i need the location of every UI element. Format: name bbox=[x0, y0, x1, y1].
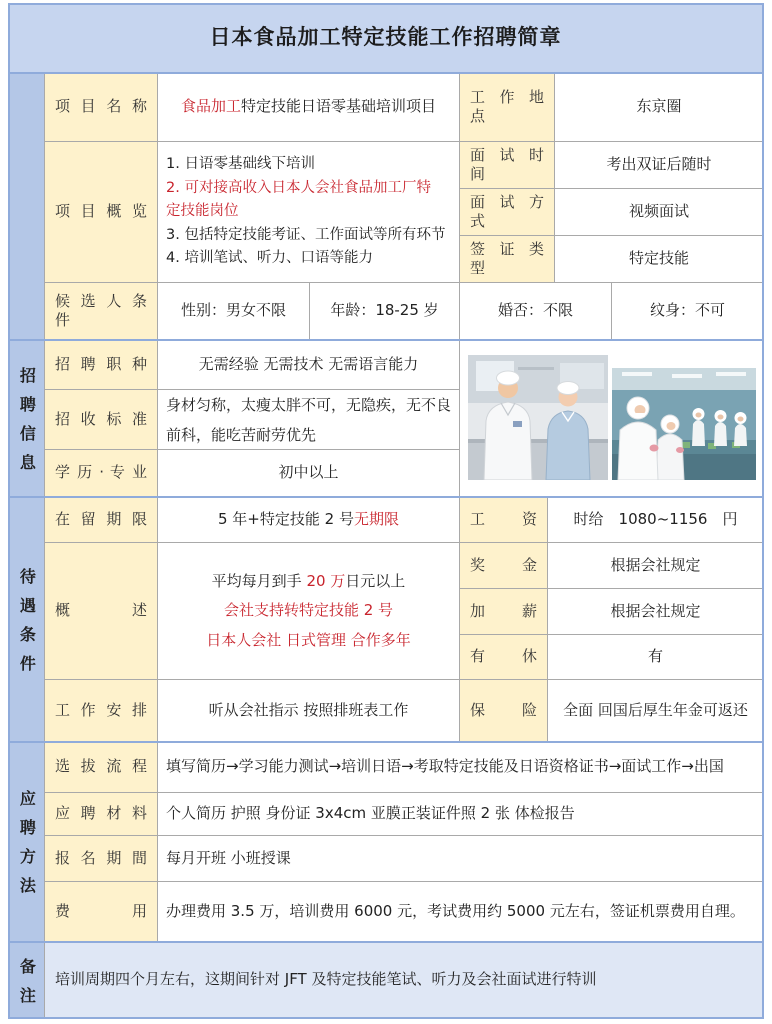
visa-type-cell bbox=[555, 236, 764, 283]
raise-cell bbox=[548, 589, 764, 635]
photo-cell bbox=[460, 340, 764, 497]
stay-highlight: 无期限 bbox=[353, 509, 399, 528]
standard-label-cell bbox=[45, 390, 158, 450]
section-benefits-band bbox=[8, 497, 45, 742]
remarks-cell bbox=[45, 942, 764, 1019]
process-value: 填写简历→学习能力测试→培训日语→考取特定技能及日语资格证书→面试工作→出国 bbox=[166, 757, 724, 776]
leave-value: 有 bbox=[647, 647, 663, 666]
page-title: 日本食品加工特定技能工作招聘简章 bbox=[209, 24, 562, 49]
section-project-band bbox=[8, 73, 45, 340]
overview-label-cell bbox=[45, 142, 158, 283]
interview-time-label: 面 试 时 间 bbox=[470, 145, 544, 183]
job-type-label-cell bbox=[45, 340, 158, 390]
staff-photo bbox=[468, 355, 608, 480]
summary-income-post: 日元以上 bbox=[345, 571, 406, 590]
job-type-cell bbox=[158, 340, 460, 390]
visa-type-label: 签 证 类 型 bbox=[470, 239, 544, 277]
section-benefits-title: 待遇条件 bbox=[17, 567, 37, 684]
bonus-label-cell bbox=[460, 543, 548, 589]
title-bar bbox=[8, 3, 764, 73]
candidate-gender-cell bbox=[158, 283, 310, 340]
bonus-value: 根据会社规定 bbox=[610, 555, 701, 574]
materials-label: 应 聘 材 料 bbox=[55, 804, 147, 823]
insurance-value: 全面 回国后厚生年金可返还 bbox=[563, 700, 748, 719]
summary-line-income bbox=[212, 572, 406, 592]
section-recruitment-band bbox=[8, 340, 45, 497]
stay-value bbox=[218, 510, 399, 530]
project-name-highlight: 食品加工 bbox=[180, 97, 241, 116]
salary-label: 工 资 bbox=[470, 509, 537, 528]
stay-cell bbox=[158, 497, 460, 543]
visa-type-label-cell bbox=[460, 236, 555, 283]
separator-application bbox=[8, 741, 764, 743]
remarks-text: 培训周期四个月左右，这期间针对 JFT 及特定技能笔试、听力及会社面试进行特训 bbox=[55, 970, 597, 989]
education-label: 学 历 · 专 业 bbox=[55, 463, 147, 482]
work-label-cell bbox=[45, 680, 158, 742]
candidate-tattoo: 纹身：不可 bbox=[649, 301, 725, 320]
separator-benefits bbox=[8, 496, 764, 498]
candidate-age-cell bbox=[310, 283, 460, 340]
education-value: 初中以上 bbox=[278, 463, 339, 482]
summary-income-pre: 平均每月到手 bbox=[211, 571, 307, 590]
insurance-label: 保 险 bbox=[470, 700, 537, 719]
location-label-cell bbox=[460, 73, 555, 142]
project-name bbox=[181, 97, 436, 117]
period-value: 每月开班 小班授课 bbox=[166, 848, 291, 867]
section-application-title: 应聘方法 bbox=[17, 790, 37, 906]
salary-value: 时给 1080~1156 円 bbox=[573, 509, 738, 528]
standard-value: 身材匀称，太瘦太胖不可，无隐疾，无不良 前科，能吃苦耐劳优先 bbox=[166, 395, 452, 444]
candidate-gender: 性别：男女不限 bbox=[180, 301, 286, 320]
overview-item-highlight: 2. 可对接高收入日本人会社食品加工厂特 定技能岗位 bbox=[166, 179, 431, 220]
bonus-cell bbox=[548, 543, 764, 589]
fees-cell bbox=[158, 882, 764, 942]
candidate-age: 年龄：18-25 岁 bbox=[330, 301, 439, 320]
work-value: 听从会社指示 按照排班表工作 bbox=[208, 700, 409, 719]
process-label: 选 拔 流 程 bbox=[55, 757, 147, 776]
candidate-label: 候 选 人 条 件 bbox=[55, 291, 147, 329]
job-type-value: 无需经验 无需技术 无需语言能力 bbox=[198, 354, 419, 373]
overview-item: 1. 日语零基础线下培训 bbox=[166, 156, 315, 173]
interview-method-label-cell bbox=[460, 189, 555, 236]
stay-label-cell bbox=[45, 497, 158, 543]
location-label: 工 作 地 点 bbox=[470, 87, 544, 125]
interview-method-value: 视频面试 bbox=[628, 202, 689, 221]
education-cell bbox=[158, 450, 460, 497]
visa-type-value: 特定技能 bbox=[628, 249, 689, 268]
insurance-label-cell bbox=[460, 680, 548, 742]
fees-label: 费 用 bbox=[55, 901, 147, 920]
candidate-label-cell bbox=[45, 283, 158, 340]
period-label: 报 名 期 間 bbox=[55, 848, 147, 867]
standard-cell bbox=[158, 390, 460, 450]
project-name-cell bbox=[158, 73, 460, 142]
worker-figure bbox=[692, 408, 705, 446]
worker-figure bbox=[714, 410, 727, 446]
location-value: 东京圈 bbox=[636, 97, 682, 116]
summary-line-visa: 会社支持转特定技能 2 号 bbox=[223, 601, 394, 620]
overview-label: 项 目 概 览 bbox=[55, 202, 147, 221]
interview-method-cell bbox=[555, 189, 764, 236]
fees-value: 办理费用 3.5 万，培训费用 6000 元，考试费用约 5000 元左右，签证机票费用自理。 bbox=[166, 901, 745, 920]
section-recruitment-title: 招聘信息 bbox=[17, 366, 37, 483]
period-label-cell bbox=[45, 836, 158, 882]
fees-label-cell bbox=[45, 882, 158, 942]
bonus-label: 奖 金 bbox=[470, 555, 537, 574]
candidate-marital: 婚否：不限 bbox=[497, 301, 573, 320]
separator-remarks bbox=[8, 941, 764, 943]
summary-lines bbox=[206, 572, 411, 651]
interview-method-label: 面 试 方 式 bbox=[470, 192, 544, 230]
factory-photo bbox=[612, 368, 756, 480]
standard-label: 招 收 标 准 bbox=[55, 409, 147, 428]
candidate-marital-cell bbox=[460, 283, 612, 340]
overview-cell bbox=[158, 142, 460, 283]
project-name-label: 项 目 名 称 bbox=[55, 97, 147, 116]
project-name-label-cell bbox=[45, 73, 158, 142]
process-cell bbox=[158, 742, 764, 793]
section-remarks-band bbox=[8, 942, 45, 1019]
raise-label: 加 薪 bbox=[470, 601, 537, 620]
overview-item: 3. 包括特定技能考证、工作面试等所有环节 bbox=[166, 226, 446, 243]
location-cell bbox=[555, 73, 764, 142]
summary-income-highlight: 20 万 bbox=[306, 571, 346, 590]
candidate-tattoo-cell bbox=[612, 283, 764, 340]
education-label-cell bbox=[45, 450, 158, 497]
separator-title bbox=[8, 72, 764, 74]
raise-label-cell bbox=[460, 589, 548, 635]
interview-time-cell bbox=[555, 142, 764, 189]
leave-label: 有 休 bbox=[470, 647, 537, 666]
summary-label-cell bbox=[45, 543, 158, 680]
salary-cell bbox=[548, 497, 764, 543]
insurance-cell bbox=[548, 680, 764, 742]
materials-value: 个人简历 护照 身份证 3x4cm 亚膜正装证件照 2 张 体检报告 bbox=[166, 804, 575, 823]
stay-text: 5 年+特定技能 2 号 bbox=[218, 509, 354, 528]
interview-time-label-cell bbox=[460, 142, 555, 189]
salary-label-cell bbox=[460, 497, 548, 543]
separator-recruitment bbox=[8, 339, 764, 341]
materials-label-cell bbox=[45, 793, 158, 836]
stay-label: 在 留 期 限 bbox=[55, 509, 147, 528]
process-label-cell bbox=[45, 742, 158, 793]
summary-label: 概 述 bbox=[55, 601, 147, 620]
interview-time-value: 考出双证后随时 bbox=[606, 155, 712, 174]
section-application-band bbox=[8, 742, 45, 942]
leave-label-cell bbox=[460, 635, 548, 680]
project-name-rest: 特定技能日语零基础培训项目 bbox=[241, 97, 437, 116]
work-label: 工 作 安 排 bbox=[55, 700, 147, 719]
overview-list bbox=[166, 153, 445, 271]
worker-figure bbox=[734, 412, 747, 446]
section-remarks-title: 备注 bbox=[17, 957, 37, 1016]
raise-value: 根据会社规定 bbox=[610, 601, 701, 620]
job-type-label: 招 聘 职 种 bbox=[55, 354, 147, 373]
period-cell bbox=[158, 836, 764, 882]
summary-cell bbox=[158, 543, 460, 680]
overview-item: 4. 培训笔试、听力、口语等能力 bbox=[166, 250, 373, 267]
work-cell bbox=[158, 680, 460, 742]
summary-line-company: 日本人会社 日式管理 合作多年 bbox=[206, 630, 411, 649]
materials-cell bbox=[158, 793, 764, 836]
leave-cell bbox=[548, 635, 764, 680]
